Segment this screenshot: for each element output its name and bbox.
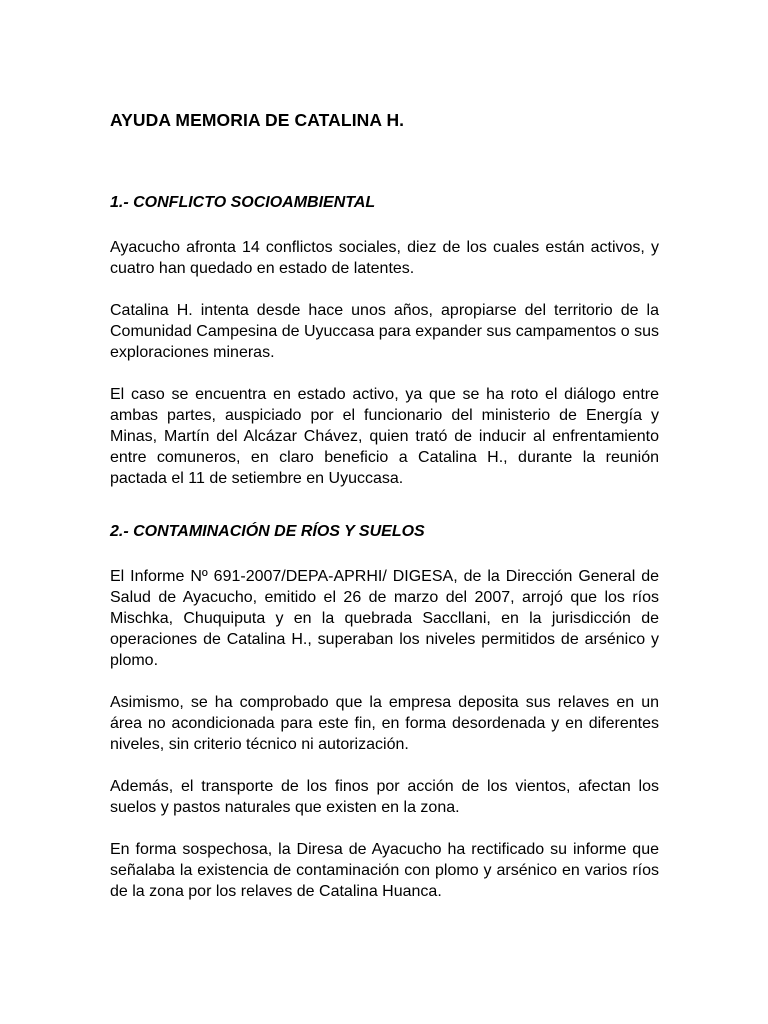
paragraph: Asimismo, se ha comprobado que la empresa deposita sus relaves en un área no acondicionada para este fin, en forma desordenada y en diferentes niveles, sin criterio técnico ni autorización. [110,694,659,753]
paragraph: Catalina H. intenta desde hace unos años, apropiarse del territorio de la Comunidad Campesina de Uyuccasa para expander sus campamentos o sus exploraciones mineras. [110,302,659,361]
section-contaminacion-rios-suelos [110,521,659,902]
paragraph: Ayacucho afronta 14 conflictos sociales, diez de los cuales están activos, y cuatro han quedado en estado de latentes. [110,239,659,277]
section-heading: 1.- CONFLICTO SOCIOAMBIENTAL [110,194,376,211]
paragraph: El Informe Nº 691-2007/DEPA-APRHI/ DIGESA, de la Dirección General de Salud de Ayacucho, emitido el 26 de marzo del 2007, arrojó que los ríos Mischka, Chuquiputa y en la quebrada Saccllani, en la jurisdicción de operaciones de Catalina H., superaban los niveles permitidos de arsénico y plomo. [110,568,659,669]
section-conflicto-socioambiental [110,192,659,489]
paragraph: En forma sospechosa, la Diresa de Ayacucho ha rectificado su informe que señalaba la existencia de contaminación con plomo y arsénico en varios ríos de la zona por los relaves de Catalina Huanca. [110,841,659,900]
document-title: AYUDA MEMORIA DE CATALINA H. [110,110,405,130]
paragraph: Además, el transporte de los finos por acción de los vientos, afectan los suelos y pastos naturales que existen en la zona. [110,778,659,816]
paragraph: El caso se encuentra en estado activo, ya que se ha roto el diálogo entre ambas partes, auspiciado por el funcionario del ministerio de Energía y Minas, Martín del Alcázar Chávez, quien trató de inducir al enfrentamiento entre comuneros, en claro beneficio a Catalina H., durante la reunión pactada el 11 de setiembre en Uyuccasa. [110,386,659,487]
section-heading: 2.- CONTAMINACIÓN DE RÍOS Y SUELOS [110,523,425,540]
document-body [110,108,659,902]
